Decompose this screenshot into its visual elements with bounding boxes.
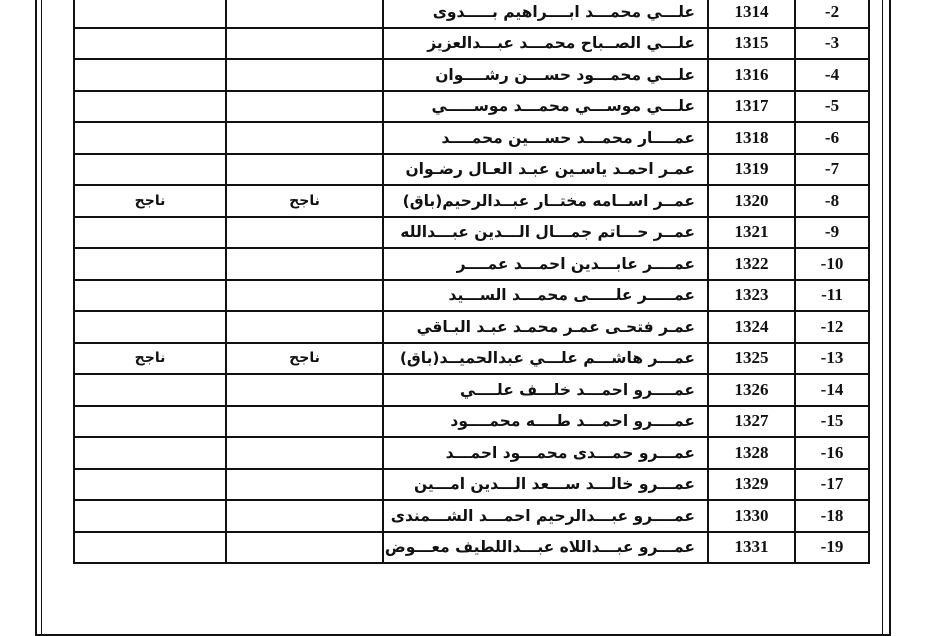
student-name-cell: عمــــرو احمـــد خلـــف علــــي [383, 374, 708, 406]
result-cell-2 [74, 28, 226, 60]
seat-number-cell: 1329 [708, 469, 795, 501]
table-row [74, 280, 869, 312]
result-cell-2 [74, 311, 226, 343]
seat-number-cell: 1315 [708, 28, 795, 60]
result-cell-1 [226, 0, 383, 28]
seat-number-cell: 1322 [708, 248, 795, 280]
row-number-cell: -2 [795, 0, 869, 28]
table-row [74, 217, 869, 249]
seat-number-cell: 1327 [708, 406, 795, 438]
result-cell-2 [74, 154, 226, 186]
seat-number-cell: 1324 [708, 311, 795, 343]
result-cell-1 [226, 437, 383, 469]
result-cell-2 [74, 532, 226, 564]
result-cell-2 [74, 248, 226, 280]
student-name-cell: عمـــرو خالـــد ســـعد الـــدين امـــين [383, 469, 708, 501]
result-cell-2 [74, 406, 226, 438]
result-cell-2 [74, 374, 226, 406]
table-row [74, 406, 869, 438]
row-number-cell: -15 [795, 406, 869, 438]
seat-number-cell: 1320 [708, 185, 795, 217]
student-name-cell: عمـــرو عبـــداللاه عبـــداللطيف معـــوض [383, 532, 708, 564]
result-cell-2: ناجح [74, 185, 226, 217]
result-cell-1 [226, 532, 383, 564]
row-number-cell: -13 [795, 343, 869, 375]
row-number-cell: -9 [795, 217, 869, 249]
table-row [74, 532, 869, 564]
row-number-cell: -7 [795, 154, 869, 186]
row-number-cell: -14 [795, 374, 869, 406]
result-cell-1 [226, 59, 383, 91]
row-number-cell: -12 [795, 311, 869, 343]
row-number-cell: -8 [795, 185, 869, 217]
student-name-cell: عمــــار محمـــد حســـين محمــــد [383, 122, 708, 154]
result-cell-1 [226, 500, 383, 532]
table-row [74, 154, 869, 186]
result-cell-2 [74, 122, 226, 154]
result-cell-2 [74, 437, 226, 469]
table-row [74, 59, 869, 91]
seat-number-cell: 1328 [708, 437, 795, 469]
seat-number-cell: 1314 [708, 0, 795, 28]
result-cell-1 [226, 28, 383, 60]
table-row [74, 500, 869, 532]
seat-number-cell: 1331 [708, 532, 795, 564]
seat-number-cell: 1323 [708, 280, 795, 312]
result-cell-1 [226, 91, 383, 123]
table-body [74, 0, 869, 563]
table-row [74, 248, 869, 280]
row-number-cell: -3 [795, 28, 869, 60]
row-number-cell: -18 [795, 500, 869, 532]
seat-number-cell: 1325 [708, 343, 795, 375]
row-number-cell: -16 [795, 437, 869, 469]
result-cell-1 [226, 374, 383, 406]
student-name-cell: عمــر اســامه مختــار عبــدالرحيم(باق) [383, 185, 708, 217]
student-name-cell: عمــــرو احمـــد طــــه محمــــود [383, 406, 708, 438]
result-cell-2 [74, 469, 226, 501]
result-cell-1 [226, 248, 383, 280]
student-name-cell: عمـــــر علـــــى محمـــد الســـيد [383, 280, 708, 312]
student-name-cell: عمــــرو عبـــدالرحيم احمـــد الشـــمندى [383, 500, 708, 532]
result-cell-1 [226, 311, 383, 343]
student-name-cell: عمـر فتحـى عمـر محمـد عبـد البـاقي [383, 311, 708, 343]
result-cell-1 [226, 406, 383, 438]
result-cell-1: ناجح [226, 185, 383, 217]
table-row [74, 28, 869, 60]
table-row [74, 311, 869, 343]
result-cell-1 [226, 469, 383, 501]
row-number-cell: -17 [795, 469, 869, 501]
result-cell-2 [74, 217, 226, 249]
seat-number-cell: 1319 [708, 154, 795, 186]
table-row [74, 374, 869, 406]
student-name-cell: عمـــر هاشـــم علـــي عبدالحميــد(باق) [383, 343, 708, 375]
student-results-table [73, 0, 870, 564]
seat-number-cell: 1316 [708, 59, 795, 91]
result-cell-2: ناجح [74, 343, 226, 375]
seat-number-cell: 1321 [708, 217, 795, 249]
student-name-cell: علـــي محمـــد ابــــراهيم بـــــدوى [383, 0, 708, 28]
table-row [74, 91, 869, 123]
result-cell-2 [74, 59, 226, 91]
row-number-cell: -4 [795, 59, 869, 91]
seat-number-cell: 1330 [708, 500, 795, 532]
student-name-cell: علـــي موســـي محمـــد موســـــي [383, 91, 708, 123]
row-number-cell: -10 [795, 248, 869, 280]
table-row [74, 469, 869, 501]
result-cell-1 [226, 217, 383, 249]
student-name-cell: علـــي محمـــود حســـن رشــــوان [383, 59, 708, 91]
student-name-cell: عمــــر عابـــدين احمـــد عمــــر [383, 248, 708, 280]
student-name-cell: عمــر حـــاتم جمـــال الـــدين عبـــدالله [383, 217, 708, 249]
table-row [74, 0, 869, 28]
seat-number-cell: 1318 [708, 122, 795, 154]
student-name-cell: عمـر احمـد ياسـين عبـد العـال رضـوان [383, 154, 708, 186]
result-cell-2 [74, 0, 226, 28]
result-cell-2 [74, 91, 226, 123]
row-number-cell: -11 [795, 280, 869, 312]
table-row [74, 185, 869, 217]
student-name-cell: عمـــرو حمـــدى محمـــود احمـــد [383, 437, 708, 469]
seat-number-cell: 1326 [708, 374, 795, 406]
result-cell-1: ناجح [226, 343, 383, 375]
table-row [74, 437, 869, 469]
seat-number-cell: 1317 [708, 91, 795, 123]
row-number-cell: -5 [795, 91, 869, 123]
table-row [74, 343, 869, 375]
result-cell-1 [226, 154, 383, 186]
row-number-cell: -19 [795, 532, 869, 564]
student-name-cell: علـــي الصــباح محمـــد عبـــدالعزيز [383, 28, 708, 60]
result-cell-1 [226, 122, 383, 154]
row-number-cell: -6 [795, 122, 869, 154]
table-row [74, 122, 869, 154]
result-cell-2 [74, 280, 226, 312]
result-cell-1 [226, 280, 383, 312]
result-cell-2 [74, 500, 226, 532]
